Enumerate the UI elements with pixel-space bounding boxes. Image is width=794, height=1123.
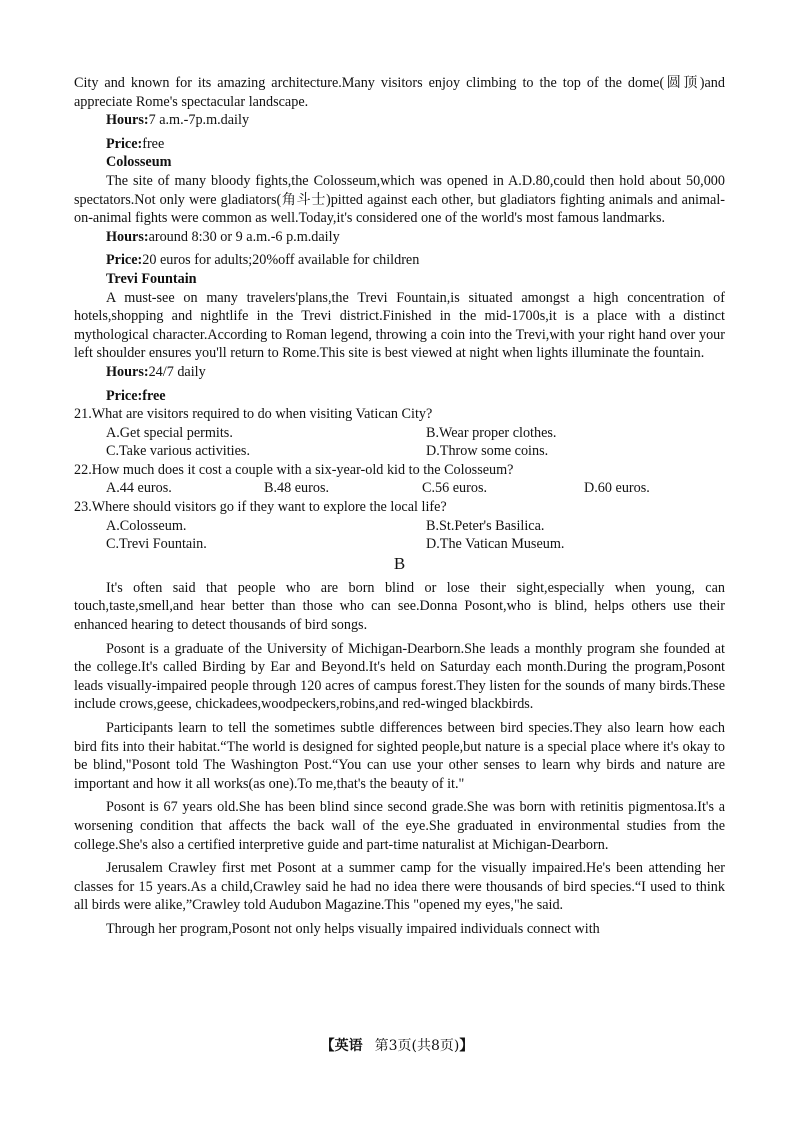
exam-page bbox=[74, 74, 725, 939]
price-line-colosseum bbox=[74, 251, 725, 270]
section-b-paragraph: Participants learn to tell the sometimes subtle differences between bird species.They also learn how each bird fits into their habitat.“The world is designed for sighted people,but nature is a special place where it's okay to be blind,"Posont told The Washington Post.“You can use your other senses to learn why birds and nature are important and how it all works(as one).To me,that's the beauty of it." bbox=[74, 720, 725, 792]
option-d[interactable]: D.60 euros. bbox=[584, 480, 650, 497]
question-23-options-row2 bbox=[74, 535, 725, 554]
price-line-trevi: Price:free bbox=[106, 387, 166, 404]
trevi-paragraph: A must-see on many travelers'plans,the Trevi Fountain,is situated amongst a high concentration of hotels,shopping and nightlife in the Trevi district.Finished in the mid-1700s,it is a place with a distinct mythological character.According to Roman legend, throwing a coin into the Trevi,with your right hand over your left shoulder ensures you'll return to Rome.This site is best viewed at night when lights illuminate the fountain. bbox=[74, 289, 725, 362]
hours-line-vatican bbox=[74, 111, 725, 130]
option-d[interactable]: D.The Vatican Museum. bbox=[426, 536, 565, 553]
hours-label: Hours: bbox=[106, 112, 149, 129]
option-b[interactable]: B.48 euros. bbox=[264, 480, 330, 497]
option-a[interactable]: A.Get special permits. bbox=[106, 424, 233, 441]
option-a[interactable]: A.Colosseum. bbox=[106, 517, 187, 534]
option-c[interactable]: C.56 euros. bbox=[422, 480, 488, 497]
footer-bracket-close: 】 bbox=[459, 1038, 474, 1054]
question-23-options bbox=[74, 517, 725, 536]
colosseum-heading: Colosseum bbox=[106, 154, 172, 171]
hours-label: Hours: bbox=[106, 228, 149, 245]
price-value: free bbox=[142, 135, 165, 152]
hours-label: Hours: bbox=[106, 363, 149, 380]
section-b-paragraph: Posont is 67 years old.She has been blind since second grade.She was born with retinitis pigmentosa.It's a worsening condition that affects the back wall of the eye.She graduated in environmental studies from the college.She's also a certified interpretive guide and part-time naturalist at Michigan-Dearborn. bbox=[74, 799, 725, 853]
footer-page-info: 第3页(共8页) bbox=[374, 1038, 460, 1054]
question-22-options bbox=[74, 479, 725, 498]
question-21-options bbox=[74, 424, 725, 443]
price-line-vatican bbox=[74, 135, 725, 154]
trevi-heading: Trevi Fountain bbox=[106, 270, 197, 287]
section-b-paragraph: It's often said that people who are born blind or lose their sight,especially when young, can touch,taste,smell,and hear better than those who can see.Donna Posont,who is blind, helps others use their enhanced hearing to detect thousands of bird songs. bbox=[74, 579, 725, 634]
hours-value: around 8:30 or 9 a.m.-6 p.m.daily bbox=[148, 228, 340, 245]
footer-subject: 英语 bbox=[334, 1038, 363, 1054]
option-a[interactable]: A.44 euros. bbox=[106, 480, 172, 497]
footer-bracket-open: 【 bbox=[320, 1038, 335, 1054]
hours-line-trevi bbox=[74, 363, 725, 382]
question-23-stem: 23.Where should visitors go if they want to explore the local life? bbox=[74, 499, 447, 516]
option-b[interactable]: B.St.Peter's Basilica. bbox=[426, 517, 545, 534]
question-21-stem: 21.What are visitors required to do when visiting Vatican City? bbox=[74, 406, 433, 423]
option-c[interactable]: C.Trevi Fountain. bbox=[106, 536, 207, 553]
hours-line-colosseum bbox=[74, 228, 725, 247]
section-b-paragraph: Jerusalem Crawley first met Posont at a summer camp for the visually impaired.He's been attending her classes for 15 years.As a child,Crawley said he had no idea there were thousands of bird species.“I used to think all birds were alike,”Crawley told Audubon Magazine.This "opened my eyes,"he said. bbox=[74, 860, 725, 914]
section-b-paragraph: Posont is a graduate of the University of Michigan-Dearborn.She leads a monthly program she founded at the college.It's called Birding by Ear and Beyond.It's held on Saturday each month.During the program,Posont leads visually-impaired people through 120 acres of campus forest.They listen for the sounds of many birds.These include crows,geese, chickadees,woodpeckers,robins,and red-winged blackbirds. bbox=[74, 640, 725, 713]
question-22-stem: 22.How much does it cost a couple with a six-year-old kid to the Colosseum? bbox=[74, 461, 514, 478]
page-footer bbox=[0, 1035, 794, 1055]
section-b-paragraph: Through her program,Posont not only helps visually impaired individuals connect with bbox=[106, 920, 600, 937]
hours-value: 24/7 daily bbox=[148, 363, 206, 380]
passage-a-continuation: City and known for its amazing architecture.Many visitors enjoy climbing to the top of the dome(圆顶)and appreciate Rome's spectacular landscape. bbox=[74, 75, 725, 110]
option-d[interactable]: D.Throw some coins. bbox=[426, 443, 549, 460]
price-label: Price: bbox=[106, 252, 143, 269]
hours-value: 7 a.m.-7p.m.daily bbox=[148, 112, 250, 129]
option-c[interactable]: C.Take various activities. bbox=[106, 443, 250, 460]
option-b[interactable]: B.Wear proper clothes. bbox=[426, 424, 557, 441]
question-21-options-row2 bbox=[74, 442, 725, 461]
colosseum-paragraph: The site of many bloody fights,the Colosseum,which was opened in A.D.80,could then hold about 50,000 spectators.Not only were gladiators(角斗士)pitted against each other, but gladiators fighting animals and animal-on-animal fights were common as well.Today,it's considered one of the world's most famous landmarks. bbox=[74, 172, 725, 227]
price-value: 20 euros for adults;20%off available for children bbox=[142, 252, 420, 269]
price-label: Price: bbox=[106, 135, 143, 152]
section-b-heading: B bbox=[393, 553, 406, 573]
